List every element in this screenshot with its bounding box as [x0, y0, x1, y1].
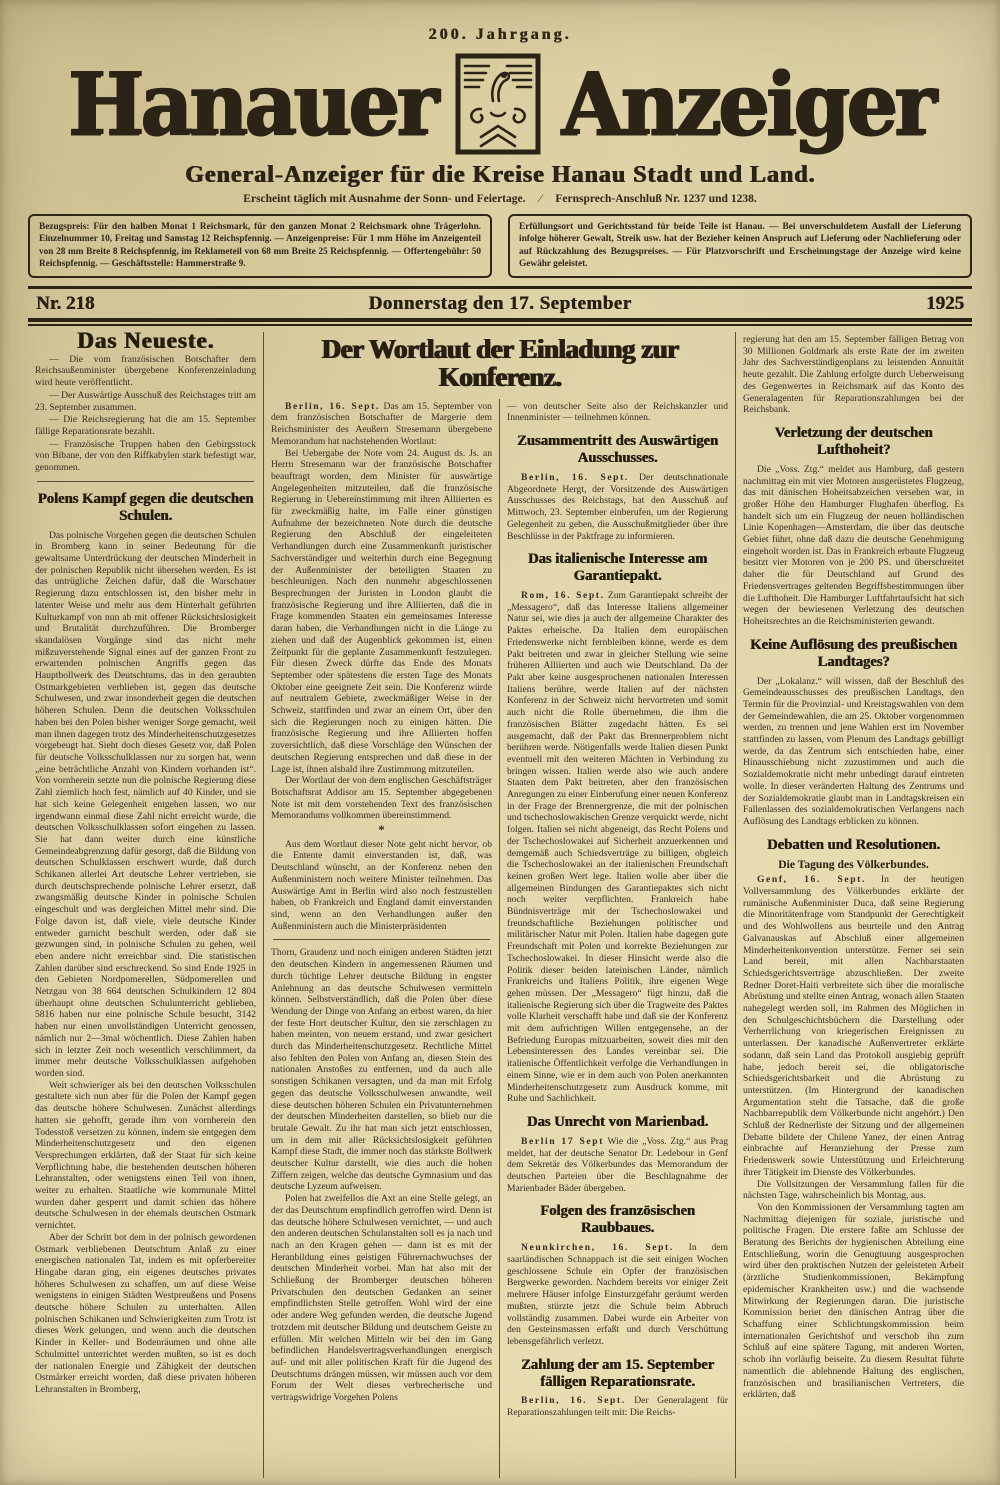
paragraph-text: Der deutschnationale Abgeordnete Hergt, der Vorsitzende des Auswärtigen Ausschusses des Reichstags, hat den Ausschuß auf Mittwoch, 23. September einberufen, um der Regierung Gelegenheit zu geben, die Ausschußmitglieder über ihre Beschlüsse in der Paktfrage zu informieren. [507, 472, 728, 542]
dateline-lead: Berlin, 16. Sept. [521, 1395, 626, 1407]
article-paragraph [271, 401, 492, 448]
dateline-lead: Berlin 17 Sept [521, 1135, 604, 1147]
article-continuation: Thorn, Graudenz und noch einigen anderen Städten jetzt den deutschen Kindern in angemessenen Räumen und durch tüchtige Lehrer deutsche Bildung in engster Anlehnung an das deutsche Schulwesen vermitteln können. Selbstverständlich, daß die Polen über diese Wendung der Dinge von Anfang an erbost waren, da hier der feste Hort deutscher Kultur, den sie zerschlagen zu haben meinten, von neuem erstand, und zwar gesichert durch das Minderheitenschutzgesetz. Rechtliche Mittel also fehlten den Polen von Anfang an, diesen Stein des nationalen Anstoßes zu entfernen, und da auch alle sonstigen Schikanen versagten, und da man mit Erfolg gegen das deutsche Volksschulwesen anwandte, weil diese deutschen höheren Schulen ein Privatunternehmen der deutschen Minderheiten darstellen, so blieb nur die brutale Gewalt. Zu ihr hat man sich jetzt entschlossen, um in dem mit aller Rücksichtslosigkeit geführten Kampf diese Stadt, die immer noch das stärkste Bollwerk deutscher Kultur darstellt, wie dies auch die hohen Ziffern zeigen, welche das deutsche Gymnasium und das deutsche Lyzeum aufweisen. [271, 947, 492, 1193]
issue-year: 1925 [926, 293, 964, 315]
article-paragraph: Polen hat zweifellos die Axt an eine Stelle gelegt, an der das Deutschtum empfindlich getroffen wird. Denn ist das deutsche höhere Schulwesen vernichtet, — und auch den anderen deutschen Schulanstalten soll es ja nach und nach an den Kragen gehen — dann ist es mit der Heranbildung eines geistigen Führernachwuchses der deutschen Minderheit vorbei. Man hat also mit der Schließung der Bromberger deutschen höheren Privatschulen den deutschen Gedanken an seiner empfindlichsten Stelle getroffen. Wohl wird der eine oder andere Weg gefunden werden, die deutsche Jugend trotzdem mit deutscher Bildung und deutschem Geiste zu erfüllen. Mit welchen Mitteln wir bei den im Gang befindlichen Handelsvertragsverhandlungen energisch auf- und mit aller politischen Kraft für die Jugend des Deutschtums drängen müssen, wir müssen auch vor dem Forum der Welt dieses verbrecherische und vertragswidrige Vorgehen Polens [271, 1193, 492, 1404]
article-paragraph [507, 1136, 728, 1195]
article-subheadline: Die Tagung des Völkerbundes. [778, 857, 929, 871]
publication-schedule: Erscheint täglich mit Ausnahme der Sonn- und Feiertage. [243, 193, 526, 205]
article-paragraph: Von den Kommissionen der Versammlung tagten am Nachmittag diejenigen für soziale, juristische und politische Fragen. Die erstere faßte am Schlusse der Beratung des Berichts der hygienischen Abteilung eine Entschließung, worin die Genugtuung ausgesprochen wird über den praktischen Nutzen der geleisteten Arbeit (ärztliche Studienkommissionen, Bekämpfung epidemischer Krankheiten usw.) und die wachsende Mitwirkung der Regierungen daran. Die juristische Kommission beriet den dänischen Antrag über die Schaffung einer Schlichtungskommission beim internationalen Gerichtshof und verschob ihn zum Schluß auf eine spätere Tagung, mit anderen Worten, schob ihn vorläufig beiseite. Zu diesem Resultat führte namentlich die ablehnende Haltung des englischen, französischen und brasilianischen Vertreters, die erklärten, daß [743, 1201, 964, 1401]
masthead [0, 0, 1000, 278]
legal-notice-box: Erfüllungsort und Gerichtsstand für beide Teile ist Hanau. — Bei unverschuldetem Ausfall der Lieferung infolge höherer Gewalt, Streik usw. hat der Bezieher keinen Anspruch auf Lieferung oder Nachlieferung oder auf Rückzahlung des Bezugspreises. — Für Platzvorschrift und Erscheinungstage der Anzeige wird keine Gewähr geleistet. [508, 214, 972, 278]
issue-date: Donnerstag den 17. September [368, 293, 632, 315]
article-paragraph: Der „Lokalanz.“ will wissen, daß der Beschluß des Gemeindeausschusses des preußischen Landtags, den Termin für die Provinzial- und Kreistagswahlen von dem der Gemeindewahlen, die am 25. Oktober vorgenommen werden, zu trennen und jene Wahlen erst im November stattfinden zu lassen, vom Plenum des Landtags gebilligt werde, da das Zentrum sich entschieden habe, einer Hinausschiebung nicht zuzustimmen und auch die Sozialdemokratie nicht mehr unbedingt darauf eintreten wolle. In dieser veränderten Haltung des Zentrums und der Sozialdemokratie glaubt man in Landtagskreisen ein Fallenlassen des sozialdemokratischen Verlangens nach Auflösung des Landtags erblicken zu können. [743, 675, 964, 827]
masthead-subtitle: General-Anzeiger für die Kreise Hanau Stadt und Land. [184, 162, 816, 188]
paragraph-text: Das am 15. September von dem französischen Botschafter de Margerie dem Reichsminister des Aeußern Stresemann übergebene Memorandum hat nachstehenden Wortlaut: [271, 400, 492, 447]
article-continuation: — von deutscher Seite also der Reichskanzler und Innenminister — teilnehmen können. [507, 400, 728, 424]
article-headline: Das Unrecht von Marienbad. [526, 1114, 709, 1130]
section-headline: Das Neueste. [76, 332, 215, 354]
article-paragraph: Die „Voss. Ztg.“ meldet aus Hamburg, daß gestern nachmittag ein mit vier Motoren ausgerüstetes Flugzeug, das mit dänischen Hoheitsabzeichen versehen war, in großer Höhe den Hamburger Flughafen überflog. Es handelt sich um ein Flugzeug der neuen holländischen Linie Kopenhagen—Amsterdam, die über das deutsche Gebiet führt, ohne daß dazu die deutsche Genehmigung eingeholt worden ist. Das in Frankreich erbaute Flugzeug besitzt vier Motoren von je 200 PS. und überschreitet daher die für Deutschland auf Grund des Friedensvertrages geltenden Begriffsbestimmungen über die Lufthoheit. Die Hamburger Luftfahrtaufsicht hat sich wegen der bewiesenen Verletzung des deutschen Hoheitsrechtes an die Reichsministerien gewandt. [743, 463, 964, 627]
column-1 [28, 332, 264, 1478]
article-headline: Das italienische Interesse am Garantiepakt. [527, 551, 708, 585]
eagle-emblem-icon [455, 53, 541, 155]
article-paragraph: Weit schwieriger als bei den deutschen Volksschulen gestaltete sich nun aber für die Polen der Kampf gegen das deutsche höhere Schulwesen. Zunächst allerdings hatten sie gehofft, gerade ihm von vornherein den Todesstoß versetzen zu können, indem sie entgegen dem Minderheitenschutzgesetz und den eigenen Versprechungen erklärten, daß der Staat für sich keine Verpflichtung habe, die bestehenden deutschen höheren Lehranstalten, oder wenigstens einen Teil von ihnen, weiter zu erhalten. Staatliche wie kommunale Mittel wurden daher gesperrt und damit schien das höhere deutsche Schulwesen in der ehemals deutschen Ostmark vernichtet. [35, 1079, 256, 1232]
article-paragraph: Bei Uebergabe der Note vom 24. August ds. Js. an Herrn Stresemann war der französische Botschafter beauftragt worden, dem Minister für auswärtige Angelegenheiten mitzuteilen, daß die französische Regierung in Uebereinstimmung mit ihren Alliierten es für zweckmäßig halte, im Falle einer günstigen Aufnahme der bezeichneten Note durch die deutsche Regierung den Abschluß der eingeleiteten Verhandlungen durch eine Zusammenkunft juristischer Sachverständiger und weiterhin durch eine Begegnung der Außenminister der beteiligten Staaten zu beschleunigen. Nach den nunmehr abgeschlossenen Besprechungen der Juristen in London glaubt die französische Regierung und ihre Alliierten, daß die in Frage kommenden Staaten ein gemeinsames Interesse daran haben, die Verhandlungen nicht in die Länge zu ziehen und daß der Augenblick gekommen ist, einen Zeitpunkt für die geplante Zusammenkunft festzulegen. Für diesen Zweck dürfte das Ende des Monats September oder spätestens die ersten Tage des Monats Oktober eine geeignete Zeit sein. Die Konferenz würde auf neutralem Gebiete, zweckmäßiger Weise in der Schweiz, stattfinden und zwar an einem Ort, über den sich die Regierungen noch zu einigen hätten. Die französische Regierung und ihre Alliierten hoffen zuversichtlich, daß diese Vorschläge den Wünschen der deutschen Regierung entsprechen und daß diese in der Lage ist, ihnen alsbald ihre Zustimmung mitzuteilen. [271, 447, 492, 775]
dateline-lead: Genf, 16. Sept. [757, 874, 866, 886]
dateline-lead: Rom, 16. Sept. [521, 590, 605, 602]
column-2 [264, 399, 500, 1478]
dateline-lead: Neunkirchen, 16. Sept. [521, 1242, 674, 1254]
article-paragraph: Aber der Schritt bot dem in der polnisch gewordenen Ostmark verbliebenen Deutschtum Anlaß zu einer energischen nationalen Tat, indem es mit opferbereiter Hingabe daran ging, ein eigenes deutsches privates höheres Schulwesen zu schaffen, um auf diese Weise wenigstens in einigen Städten Westpreußens und Posens deutsche höhere Schulen zu unterhalten. Allen polnischen Schikanen und Schwierigkeiten zum Trotz ist dieses Werk gelungen, und wenn auch die deutschen Kinder in Keller- und Bodenräumen und ohne alle Schulmittel unterrichtet werden mußten, so ist es doch der nationalen Energie und Zähigkeit der deutschen Ostmärker erreicht worden, daß diese privaten höheren Lehranstalten in Bromberg, [35, 1231, 256, 1395]
article-paragraph [507, 472, 728, 542]
column-4 [736, 332, 971, 1478]
article-columns [28, 332, 972, 1478]
phone-number: Fernsprech-Anschluß Nr. 1237 und 1238. [555, 193, 757, 205]
publication-note [0, 193, 1000, 205]
note-separator: ⁄ [539, 193, 542, 205]
article-continuation: regierung hat den am 15. September fälligen Betrag von 30 Millionen Goldmark als erste Rate der im zweiten Jahr des Sachverständigenplans zu leistenden Annuität heute gezahlt. Die Zahlung erfolgte durch Ueberweisung des Gegenwertes in Reichsmark auf das Konto des Generalagenten für Reparationszahlungen bei der Reichsbank. [743, 334, 964, 416]
dateline-bar [28, 286, 972, 322]
news-item: — Die Reichsregierung hat die am 15. September fällige Reparationsrate bezahlt. [35, 414, 256, 437]
paragraph-text: Wie die „Voss. Ztg.“ aus Prag meldet, hat der deutsche Senator Dr. Ledebour in Genf dem Sekretär des Völkerbundes das Memorandum der deutschen Parteien über die Beschlagnahme der Marienbader Bäder übergeben. [507, 1135, 728, 1194]
paragraph-text: Zum Garantiepakt schreibt der „Messagero“, daß das Interesse Italiens allgemeiner Natur sei, wie dies ja auch der allgemeine Charakter des Paktes erheische. Da Italien dem europäischen Friedenswerke nicht fernbleiben könne, werde es dem Pakt beitreten und zwar in gleicher Stellung wie seine früheren Alliierten und auch wie Deutschland. Da der Pakt aber keine ausgesprochenen nationalen Interessen Italiens berühre, werde Italien auf der nächsten Konferenz in der Schweiz nicht hervortreten und somit auch nicht die Rolle übernehmen, die ihm die französischen Blätter zugedacht hätten. Es sei ausgemacht, daß der Pakt das Brennerproblem nicht berühren werde. Nötigenfalls werde Italien diesen Punkt eventuell mit den weiteren Mächten in Verbindung zu bringen wissen. Italien werde also wie auch andere Staaten dem Pakt beitreten, aber den französischen Anregungen zu einer Einberufung einer neuen Konferenz in der Frage der Brennergrenze, die mit der polnischen und tschechoslowakischen Grenze verquickt werde, nicht folgen. Italien sei nicht abgeneigt, das Recht Polens und der Tschechoslowakei auf Sicherheit anzuerkennen und demgemäß auch Schiedsverträge zu billigen, obgleich die Tschechoslowakei an der italienischen Freundschaft keinen großen Wert lege. Italien wolle aber über die allgemeinen Bindungen des Garantiepaktes sich nicht noch weiter verpflichten. Frankreich habe Bündnisverträge mit der Tschechoslowakei und freundschaftliche Beziehungen politischer und militärischer Natur mit Polen. Italien habe dagegen gute Freundschaft mit Polen und korrekte Beziehungen zur Tschechoslowakei. In dieser Hinsicht werde also die Politik dieser beiden lateinischen Länder, nämlich Frankreichs und Italiens Politik, ihre eigenen Wege gehen müssen. Der „Messagero“ fügt hinzu, daß die italienische Regierung sich über die Tragweite des Paktes volle Klarheit verschafft habe und daß sie der Konferenz mit dem aufrichtigen Willen entgegensehe, an der Befriedung Europas mitzuarbeiten, soweit dies mit den Lebensinteressen des Landes vereinbar sei. Die italienische Öffentlichkeit verfolge die Verhandlungen in einem Sinne, wie er in dem auch von Polen anerkannten Minderheitenschutzgesetz zum Ausdruck komme, mit Ruhe und Sachlichkeit. [507, 590, 728, 1105]
paragraph-text: In dem saarländischen Schnappach ist die seit einigen Wochen geschlossene Schule ein Opfer der französischen Bergwerke geworden. Nachdem bereits vor einiger Zeit mehrere Häuser infolge Einsturzgefahr geräumt werden mußten, stürzte jetzt die Schule beim Abbruch vollständig zusammen. Dabei wurde ein Arbeiter von den Gesteinsmassen erfaßt und durch Verschüttung lebensgefährlich verletzt. [507, 1242, 728, 1347]
article-headline: Zahlung der am 15. September fälligen Reparationsrate. [520, 1356, 715, 1390]
dateline-rule [28, 324, 972, 326]
article-paragraph: Das polnische Vorgehen gegen die deutschen Schulen in Bromberg kann in seiner Bedeutung für die gewaltsame Unterdrückung der deutschen Minderheit in der polnischen Republik nicht übersehen werden. Es ist das untrügliche Zeichen dafür, daß die Warschauer Regierung dazu entschlossen ist, den bisher mehr in latenter Weise und mehr aus dem Hinterhalt geführten Kulturkampf von nun ab mit offener Rücksichtslosigkeit und Brutalität durchzuführen. Die Bromberger skandalösen Vorgänge sind das nicht mehr mißzuverstehende Signal eines auf der ganzen Front zu erwartenden polnischen Angriffs gegen das Hauptbollwerk des Deutschtums, das in den geraubten Ostmarkgebieten verblieben ist, gegen das deutsche Schulwesen, und zwar insonderheit gegen die deutschen höheren Schulen. Denn die deutschen Volksschulen haben bei den Polen bisher weniger Sorge gemacht, weil man ihnen dagegen trotz des Minderheitenschutzgesetzes vorgebeugt hat. Sieht doch dieses Gesetz vor, daß Polen für deutsche Volksschulklassen nur zu sorgen hat, wenn „eine beträchtliche Anzahl von Kindern vorhanden ist“. Von vornherein setzte nun die polnische Regierung diese Zahl ziemlich hoch fest, nämlich auf 40 Kinder, und sie hat sich keine Gelegenheit entgehen lassen, wo nur irgendwann einmal diese Zahl nicht erreicht wurde, die deutschen Volksschulklassen sofort eingehen zu lassen. Sie hat dann weiter durch eine künstliche Gemeindeabgrenzung dafür gesorgt, daß die Bildung von deutschen Schulklassen erschwert wurde, daß durch Schikanen allerlei Art deutsche Lehrer vertrieben, sie durch deutschsprechende polnische Lehrer ersetzt, daß zwangsmäßig deutsche Kinder in polnische Schulen eingeschult und was dergleichen Mittel mehr sind. Die Folge davon ist, daß viele, viele deutsche Kinder entweder garnicht beschult werden, oder daß sie gezwungen sind, in polnische Schulen zu gehen, weil eben andere nicht erreichbar sind. Die statistischen Zahlen darüber sind erschreckend. So sind Ende 1925 in den Gebieten Nordpomerellen, Südpomerellen und Netzgau von 38 664 deutschen Schulkindern 12 804 überhaupt ohne deutschen Schulunterricht geblieben, 5816 haben nur eine polnische Schule besucht, 3142 haben nur einen unvollständigen Unterricht genossen, nämlich nur 2—3mal wöchentlich. Diese Zahlen haben sich in letzter Zeit noch wesentlich verschlimmert, da immer mehr deutsche Volksschulklassen aufgehoben worden sind. [35, 529, 256, 1079]
article-paragraph [507, 590, 728, 1105]
article-paragraph: Aus dem Wortlaut dieser Note geht nicht hervor, ob die Entente damit einverstanden ist, daß, was Deutschland wünscht, an der Konferenz neben den Außenministern noch weitere Minister teilnehmen. Das Auswärtige Amt in Berlin wird also noch festzustellen haben, ob Frankreich und England damit einverstanden sind, wenn an den Verhandlungen außer den Außenministern auch die Ministerpräsidenten [271, 838, 492, 932]
article-divider [37, 481, 254, 482]
dateline-lead: Berlin, 16. Sept. [285, 400, 380, 412]
article-paragraph [507, 1395, 728, 1418]
paragraph-text: Der Generalagent für Reparationszahlungen teilt mit: Die Reichs- [507, 1395, 728, 1419]
columns-2-3 [264, 399, 735, 1478]
article-paragraph [507, 1242, 728, 1347]
article-headline: Verletzung der deutschen Lufthoheit? [774, 424, 933, 458]
star-separator: * [378, 822, 385, 838]
article-headline: Debatten und Resolutionen. [766, 836, 941, 853]
article-paragraph: Die Vollsitzungen der Versammlung fallen für die nächsten Tage, wahrscheinlich bis Montag, aus. [743, 1178, 964, 1202]
column-3 [500, 399, 735, 1478]
issue-number: Nr. 218 [36, 293, 95, 315]
paragraph-text: In der heutigen Vollversammlung des Völkerbundes erklärte der rumänische Außenminister Duca, daß seine Regierung die Minoritätenfrage vom Standpunkt der Gerechtigkeit und des Wohlwollens aus beurteile und den Antrag Galvanauskas auf Abschluß einer allgemeinen Minderheitenkonvention unterstütze. Ferner sei sein Land bereit, mit allen Nachbarstaaten Schiedsgerichtsverträge abzuschließen. Der zweite Redner Doret-Haiti verbreitete sich über die moralische Abrüstung und stellte einen Antrag, wonach allen Staaten nahegelegt werden soll, im Rahmen des Möglichen in den Schulgeschichtsbüchern die Darstellung oder Verherrlichung von kriegerischen Ereignissen zu unterlassen. Der kanadische Außenvertreter erklärte sodann, daß sein Land das Protokoll ausgiebig geprüft habe, jedoch bereit sei, die obligatorische Schiedsgerichtsbarkeit und die Abrüstung zu unterstützen. (Im Hintergrund der kanadischen Argumentation steht die Tatsache, daß die große Nachbarrepublik dem Völkerbunde nicht angehört.) Den Schluß der Rednerliste der Sitzung und der allgemeinen Debatte bildete der Chilene Yanez, der einen Antrag einbrachte auf Heranziehung der Presse zum Friedenswerk sowie Unterstützung und Erleichterung ihrer Tätigkeit im Dienste des Völkerbundes. [743, 874, 964, 1178]
news-item: — Der Auswärtige Ausschuß des Reichstages tritt am 23. September zusammen. [35, 389, 256, 413]
article-headline: Keine Auflösung des preußischen Landtages? [750, 636, 957, 670]
article-headline: Folgen des französischen Raubbaues. [540, 1203, 695, 1237]
news-item: — Die vom französischen Botschafter dem Reichsaußenminister übergebene Konferenzeinladung wird heute veröffentlicht. [35, 353, 256, 389]
article-paragraph [743, 874, 964, 1178]
masthead-word-left: Hanauer [67, 53, 435, 155]
subscription-price-box: Bezugspreis: Für den halben Monat 1 Reichsmark, für den ganzen Monat 2 Reichsmark ohne Trägerlohn. Einzelnummer 10, Freitag und Samstag 12 Reichspfennig. — Anzeigenpreise: Für 1 mm Höhe im Anzeigenteil von 28 mm Breite 8 Reichspfennig, im Reklameteil von 68 mm Breite 25 Reichspfennig. — Offertengebühr: 50 Reichspfennig. — Geschäftsstelle: Hammerstraße 9. [28, 214, 492, 278]
news-item: — Französische Truppen haben den Gebirgsstock von Bibane, der von den Riffkabylen stark befestigt war, genommen. [35, 438, 256, 474]
masthead-word-right: Anzeiger [560, 53, 933, 155]
masthead-title [0, 46, 1000, 162]
conference-headline: Der Wortlaut der Einladung zur Konferenz. [320, 334, 679, 393]
info-boxes [28, 214, 972, 278]
article-paragraph: Der Wortlaut der von dem englischen Geschäftsträger Botschaftsrat Addisor am 15. September abgegebenen Note ist mit dem vorstehenden Text des französischen Memorandums vollkommen übereinstimmend. [271, 775, 492, 822]
article-headline: Zusammentritt des Auswärtigen Ausschusses. [516, 433, 719, 467]
edition-year: 200. Jahrgang. [428, 26, 572, 43]
article-divider [273, 939, 490, 940]
dateline-lead: Berlin, 16. Sept. [521, 472, 629, 483]
article-headline: Polens Kampf gegen die deutschen Schulen. [37, 490, 254, 524]
columns-2-3-group [264, 332, 736, 1478]
